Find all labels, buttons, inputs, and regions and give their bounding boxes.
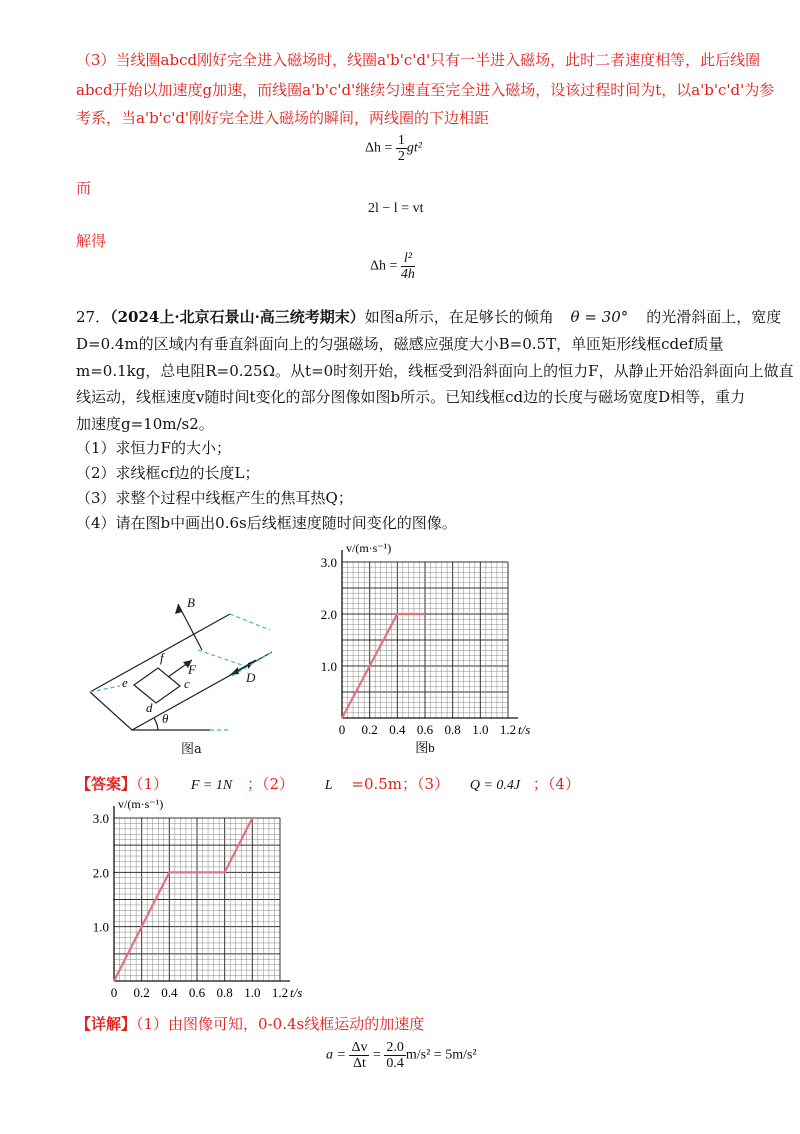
- x-tick-label: 0.4: [389, 722, 406, 737]
- question-4: （4）请在图b中画出0.6s后线框速度随时间变化的图像。: [76, 514, 457, 532]
- x-tick-label: 1.2: [499, 722, 517, 737]
- x-tick-label: 1.0: [472, 722, 489, 737]
- incline-lower-edge: [90, 652, 272, 730]
- x-tick-label: 0: [338, 722, 346, 737]
- field-boundary-top: [230, 614, 270, 630]
- answer-3-value: Q = 0.4J: [469, 778, 521, 793]
- answer-tag: 【答案】: [76, 775, 137, 793]
- equation-delta-h-1: Δh = $\frac{1}{2}$ gt²: [365, 133, 422, 164]
- figure-a-caption: 图a: [181, 742, 202, 757]
- x-tick-label: 0.8: [216, 985, 233, 1000]
- theta-value: θ = 30°: [570, 308, 629, 326]
- answer-line: 【答案】（1） F = 1N ；（2） L =0.5m；（3） Q = 0.4J ；（4）: [76, 775, 580, 793]
- figure-a-diagram: [80, 590, 290, 760]
- x-tick-label: 0.6: [188, 985, 206, 1000]
- x-tick-label: 0.4: [161, 985, 178, 1000]
- y-tick-label: 3.0: [92, 811, 109, 826]
- question-1: （1）求恒力F的大小；: [76, 439, 231, 457]
- word-jiede: 解得: [76, 232, 107, 250]
- solution-line-3: 考系，当a'b'c'd'刚好完全进入磁场的瞬间，两线圈的下边相距: [76, 109, 490, 127]
- label-c: c: [184, 676, 190, 691]
- theta-arc: [154, 718, 158, 730]
- y-axis-label: v/(m·s⁻¹): [118, 797, 164, 811]
- detail-line: 【详解】（1）由图像可知，0-0.4s线框运动的加速度: [76, 1015, 425, 1033]
- answer-1-value: F = 1N: [190, 778, 233, 793]
- x-tick-label: 0.6: [416, 722, 434, 737]
- word-er: 而: [76, 179, 92, 197]
- label-f: f: [160, 650, 164, 665]
- problem-27-line-5: 加速度g=10m/s2。: [76, 415, 214, 433]
- equation-2l-minus-l: 2l − l = vt: [368, 201, 424, 216]
- label-theta: θ: [162, 711, 169, 726]
- problem-27-line-2: D=0.4m的区域内有垂直斜面向上的匀强磁场，磁感应强度大小B=0.5T，单匝矩形线框cdef质量: [76, 335, 724, 353]
- solution-line-1: （3）当线圈abcd刚好完全进入磁场时，线圈a'b'c'd'只有一半进入磁场，此时二者速度相等，此后线圈: [76, 51, 761, 69]
- chart-caption: 图b: [415, 740, 435, 755]
- question-2: （2）求线框cf边的长度L；: [76, 464, 260, 482]
- field-arrow-b: [178, 604, 202, 650]
- label-d: d: [146, 700, 153, 715]
- question-3: （3）求整个过程中线框产生的焦耳热Q；: [76, 489, 353, 507]
- x-tick-label: 0.8: [444, 722, 461, 737]
- problem-27-line-1: 27．（2024上·北京石景山·高三统考期末）如图a所示，在足够长的倾角 θ = 30° 的光滑斜面上，宽度: [76, 308, 782, 326]
- y-tick-label: 2.0: [92, 865, 109, 881]
- label-e: e: [122, 675, 128, 690]
- y-tick-label: 2.0: [320, 607, 337, 622]
- field-boundary-upper: [198, 650, 242, 665]
- detail-tag: 【详解】: [76, 1015, 137, 1033]
- y-tick-label: 3.0: [320, 555, 337, 570]
- label-f-force: F: [188, 662, 196, 677]
- label-b: B: [187, 595, 195, 610]
- label-d-width: D: [246, 670, 256, 685]
- y-tick-label: 1.0: [92, 919, 109, 935]
- x-tick-label: 1.2: [271, 985, 289, 1000]
- x-axis-label: t/s: [518, 722, 531, 737]
- y-tick-label: 1.0: [320, 659, 337, 674]
- figure-b-chart: [300, 535, 540, 760]
- x-tick-label: 0.2: [361, 722, 378, 737]
- y-axis-label: v/(m·s⁻¹): [346, 541, 392, 555]
- x-tick-label: 0.2: [133, 985, 150, 1000]
- solution-line-2: abcd开始以加速度g加速，而线圈a'b'c'd'继续匀速直至完全进入磁场，设该过程时间为t，以a'b'c'd'为参: [76, 81, 775, 99]
- x-tick-label: 0: [110, 985, 118, 1000]
- equation-acceleration: a = $\frac{\Delta v}{\Delta t}$ = $\frac{2.0}{0.4}$ m/s² = 5m/s²: [326, 1040, 477, 1071]
- problem-27-line-4: 线运动，线框速度v随时间t变化的部分图像如图b所示。已知线框cd边的长度与磁场宽度D相等，重力: [76, 388, 746, 406]
- answer-chart: [78, 797, 318, 1007]
- x-tick-label: 1.0: [244, 985, 261, 1000]
- answer-2-value: L: [324, 778, 333, 793]
- equation-delta-h-2: Δh = $\frac{\text{l²}}{4h}$: [370, 251, 415, 282]
- x-axis-label: t/s: [290, 985, 303, 1000]
- problem-27-line-3: m=0.1kg，总电阻R=0.25Ω。从t=0时刻开始，线框受到沿斜面向上的恒力F，从静止开始沿斜面向上做直: [76, 362, 794, 380]
